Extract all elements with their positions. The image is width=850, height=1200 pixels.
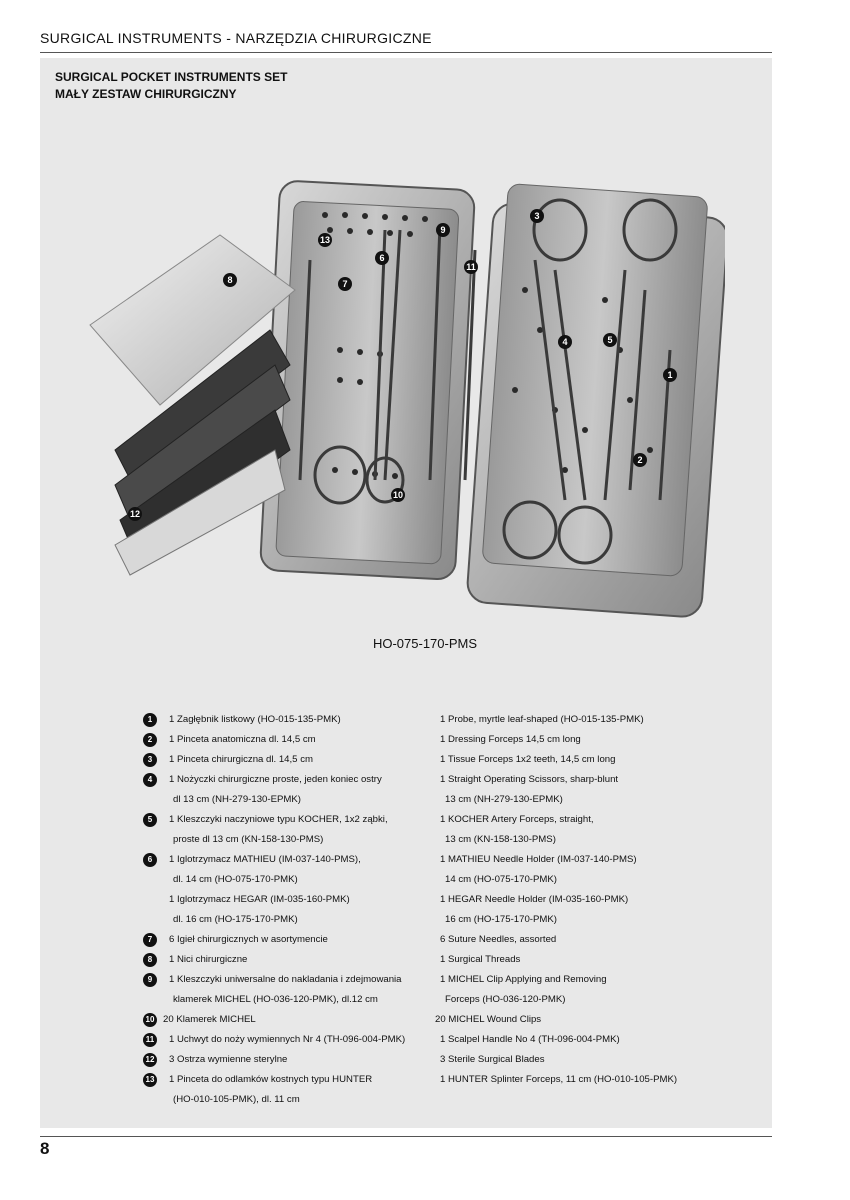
- item-text-pl: 1 Pinceta chirurgiczna dl. 14,5 cm: [169, 754, 313, 765]
- callout-12: [128, 507, 142, 521]
- item-text-pl: 1 Nici chirurgiczne: [169, 954, 248, 965]
- product-photo: [85, 150, 725, 620]
- item-number-badge: 10: [143, 1013, 157, 1027]
- item-text-en: 1 Tissue Forceps 1x2 teeth, 14,5 cm long: [440, 754, 616, 765]
- item-text-pl: (HO-010-105-PMK), dl. 11 cm: [173, 1094, 300, 1105]
- svg-text:7: 7: [342, 279, 348, 289]
- callout-6: [375, 251, 389, 265]
- callout-4: [558, 335, 572, 349]
- item-text-pl: 1 Uchwyt do noży wymiennych Nr 4 (TH-096-004-PMK): [169, 1034, 406, 1045]
- set-title: [55, 69, 287, 103]
- item-number-badge: 3: [143, 753, 157, 767]
- item-number-badge: 13: [143, 1073, 157, 1087]
- item-text-pl: 1 Kleszczyki uniwersalne do nakladania i zdejmowania: [169, 974, 402, 985]
- item-text-en: Forceps (HO-036-120-PMK): [445, 994, 566, 1005]
- callout-5: [603, 333, 617, 347]
- svg-text:8: 8: [227, 275, 233, 285]
- svg-text:4: 4: [562, 337, 568, 347]
- svg-text:12: 12: [129, 509, 141, 519]
- item-number-badge: 9: [143, 973, 157, 987]
- item-text-en: 1 KOCHER Artery Forceps, straight,: [440, 814, 594, 825]
- list-item: [143, 890, 763, 910]
- item-number-badge: 1: [143, 713, 157, 727]
- set-title-en: SURGICAL POCKET INSTRUMENTS SET: [55, 70, 288, 84]
- item-text-en: 1 Surgical Threads: [440, 954, 521, 965]
- list-item: [143, 790, 763, 810]
- item-text-pl: 1 Iglotrzymacz HEGAR (IM-035-160-PMK): [169, 894, 350, 905]
- callout-2: [633, 453, 647, 467]
- svg-text:6: 6: [379, 253, 385, 263]
- footer-rule: [40, 1136, 772, 1137]
- list-item: [143, 990, 763, 1010]
- item-text-pl: 1 Zagłębnik listkowy (HO-015-135-PMK): [169, 714, 341, 725]
- svg-text:2: 2: [637, 455, 643, 465]
- item-text-pl: 1 Pinceta anatomiczna dl. 14,5 cm: [169, 734, 316, 745]
- list-item: [143, 1090, 763, 1110]
- item-text-en: 1 Scalpel Handle No 4 (TH-096-004-PMK): [440, 1034, 620, 1045]
- list-item: [143, 870, 763, 890]
- svg-text:3: 3: [534, 211, 540, 221]
- item-text-en: 1 MATHIEU Needle Holder (IM-037-140-PMS): [440, 854, 637, 865]
- header-rule: [40, 52, 772, 53]
- list-item: [143, 1030, 763, 1050]
- item-text-en: 14 cm (HO-075-170-PMK): [445, 874, 557, 885]
- header-title: SURGICAL INSTRUMENTS - NARZĘDZIA CHIRURGICZNE: [40, 30, 432, 46]
- item-text-pl: 6 Igieł chirurgicznych w asortymencie: [169, 934, 328, 945]
- svg-text:11: 11: [466, 262, 476, 272]
- items-list: [143, 710, 763, 1110]
- item-text-pl: dl 13 cm (NH-279-130-EPMK): [173, 794, 301, 805]
- list-item: [143, 810, 763, 830]
- list-item: [143, 770, 763, 790]
- svg-text:10: 10: [392, 490, 404, 500]
- item-text-en: 13 cm (NH-279-130-EPMK): [445, 794, 563, 805]
- left-tray: [260, 180, 475, 580]
- item-text-en: 1 Straight Operating Scissors, sharp-blunt: [440, 774, 619, 785]
- item-text-en: 13 cm (KN-158-130-PMS): [445, 834, 556, 845]
- item-number-badge: 8: [143, 953, 157, 967]
- svg-text:5: 5: [607, 335, 613, 345]
- list-item: [143, 930, 763, 950]
- item-number-badge: 4: [143, 773, 157, 787]
- list-item: [143, 830, 763, 850]
- callout-11: [464, 260, 478, 274]
- item-text-en: 3 Sterile Surgical Blades: [440, 1054, 545, 1065]
- svg-text:9: 9: [440, 225, 446, 235]
- right-tray: [466, 183, 725, 617]
- item-text-en: 6 Suture Needles, assorted: [440, 934, 557, 945]
- callout-1: [663, 368, 677, 382]
- callout-8: [223, 273, 237, 287]
- list-item: [143, 730, 763, 750]
- item-text-en: 1 Probe, myrtle leaf-shaped (HO-015-135-PMK): [440, 714, 644, 725]
- item-number-badge: 12: [143, 1053, 157, 1067]
- item-text-pl: dl. 14 cm (HO-075-170-PMK): [173, 874, 298, 885]
- item-number-badge: 6: [143, 853, 157, 867]
- list-item: [143, 1010, 763, 1030]
- item-text-pl: dl. 16 cm (HO-175-170-PMK): [173, 914, 298, 925]
- list-item: [143, 970, 763, 990]
- item-text-en: 16 cm (HO-175-170-PMK): [445, 914, 557, 925]
- item-text-pl: 20 Klamerek MICHEL: [163, 1014, 256, 1025]
- item-text-pl: proste dl 13 cm (KN-158-130-PMS): [173, 834, 324, 845]
- item-text-pl: klamerek MICHEL (HO-036-120-PMK), dl.12 cm: [173, 994, 378, 1005]
- item-number-badge: 7: [143, 933, 157, 947]
- item-text-en: 1 HEGAR Needle Holder (IM-035-160-PMK): [440, 894, 629, 905]
- callout-9: [436, 223, 450, 237]
- item-text-en: 1 HUNTER Splinter Forceps, 11 cm (HO-010-105-PMK): [440, 1074, 678, 1085]
- item-text-pl: 1 Iglotrzymacz MATHIEU (IM-037-140-PMS),: [169, 854, 361, 865]
- list-item: [143, 750, 763, 770]
- item-text-en: 20 MICHEL Wound Clips: [435, 1014, 542, 1025]
- set-title-pl: MAŁY ZESTAW CHIRURGICZNY: [55, 87, 237, 101]
- item-text-pl: 1 Nożyczki chirurgiczne proste, jeden koniec ostry: [169, 774, 382, 785]
- callout-13: [318, 233, 332, 247]
- callout-7: [338, 277, 352, 291]
- item-text-pl: 1 Pinceta do odlamków kostnych typu HUNTER: [169, 1074, 373, 1085]
- list-item: [143, 910, 763, 930]
- product-code: HO-075-170-PMS: [372, 636, 478, 651]
- item-text-en: 1 MICHEL Clip Applying and Removing: [440, 974, 607, 985]
- list-item: [143, 850, 763, 870]
- item-text-pl: 3 Ostrza wymienne sterylne: [169, 1054, 288, 1065]
- item-number-badge: 5: [143, 813, 157, 827]
- page-number: 8: [40, 1139, 50, 1158]
- item-number-badge: 11: [143, 1033, 157, 1047]
- list-item: [143, 1070, 763, 1090]
- callout-10: [391, 488, 405, 502]
- item-number-badge: 2: [143, 733, 157, 747]
- callout-3: [530, 209, 544, 223]
- list-item: [143, 950, 763, 970]
- list-item: [143, 710, 763, 730]
- item-text-en: 1 Dressing Forceps 14,5 cm long: [440, 734, 581, 745]
- svg-text:13: 13: [319, 235, 331, 245]
- svg-text:1: 1: [667, 370, 673, 380]
- list-item: [143, 1050, 763, 1070]
- item-text-pl: 1 Kleszczyki naczyniowe typu KOCHER, 1x2 ząbki,: [169, 814, 388, 825]
